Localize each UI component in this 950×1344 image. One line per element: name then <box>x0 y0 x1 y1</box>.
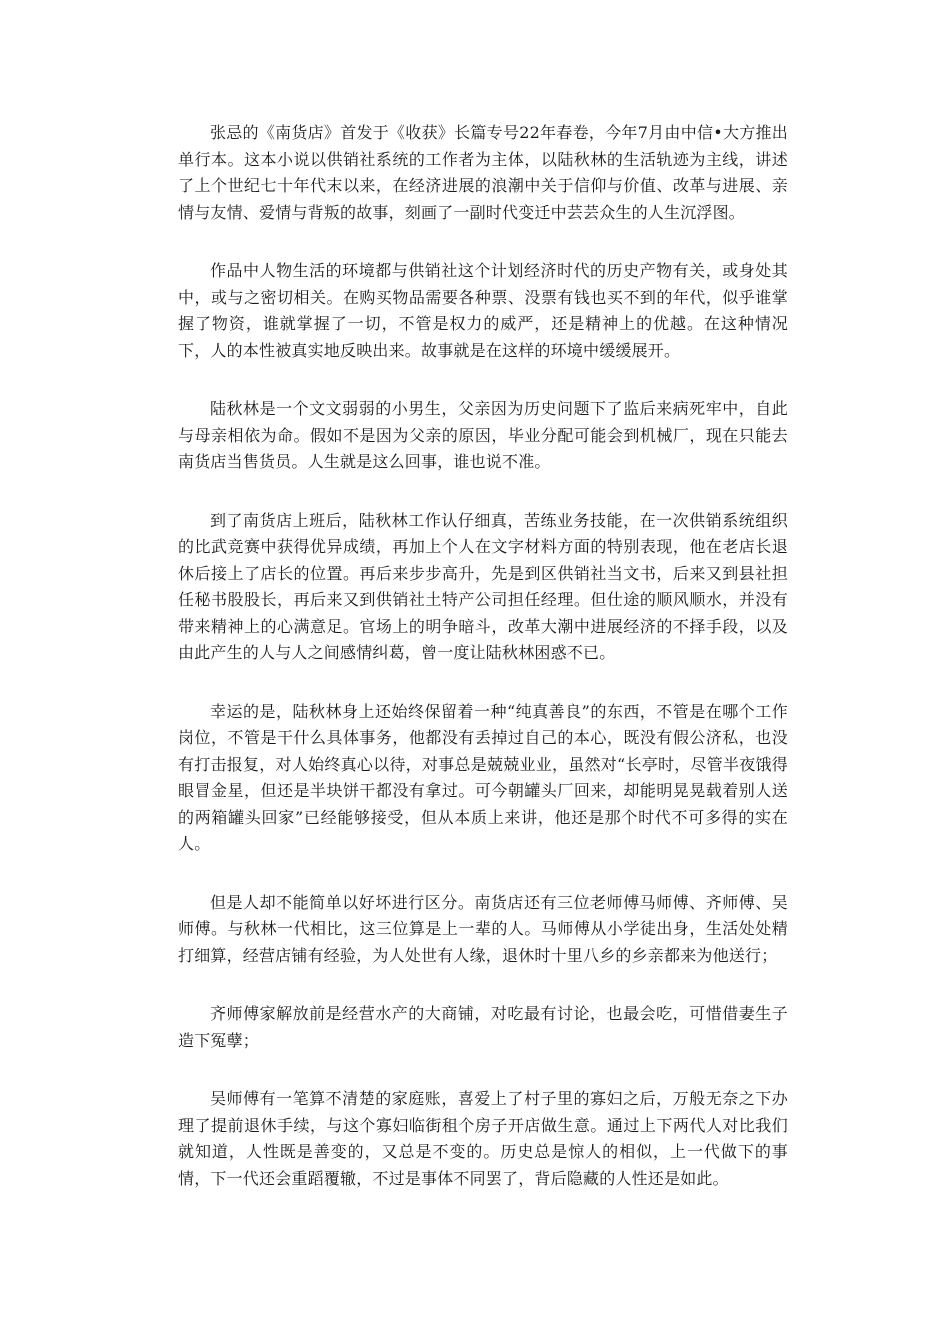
article-body <box>178 120 788 1224</box>
paragraph-4: 到了南货店上班后，陆秋林工作认仔细真，苦练业务技能，在一次供销系统组织的比武竞赛中获得优异成绩，再加上个人在文字材料方面的特别表现，他在老店长退休后接上了店长的位置。再后来步步高升，先是到区供销社当文书，后来又到县社担任秘书股股长，再后来又到供销社土特产公司担任经理。但仕途的顺风顺水，并没有带来精神上的心满意足。官场上的明争暗斗，改革大潮中进展经济的不择手段，以及由此产生的人与人之间感情纠葛，曾一度让陆秋林困惑不已。 <box>178 510 788 662</box>
paragraph-7: 齐师傅家解放前是经营水产的大商铺，对吃最有讨论，也最会吃，可惜借妻生子造下冤孽； <box>178 1004 788 1050</box>
paragraph-1: 张忌的《南货店》首发于《收获》长篇专号22年春卷，今年7月由中信•大方推出单行本。这本小说以供销社系统的工作者为主体，以陆秋林的生活轨迹为主线，讲述了上个世纪七十年代末以来，在经济进展的浪潮中关于信仰与价值、改革与进展、亲情与友情、爱情与背叛的故事，刻画了一副时代变迁中芸芸众生的人生沉浮图。 <box>178 123 788 222</box>
paragraph-5: 幸运的是，陆秋林身上还始终保留着一种“纯真善良”的东西，不管是在哪个工作岗位，不管是干什么具体事务，他都没有丢掉过自己的本心，既没有假公济私，也没有打击报复，对人始终真心以待，对事总是兢兢业业，虽然对“长亭时，尽管半夜饿得眼冒金星，但还是半块饼干都没有拿过。可今朝罐头厂回来，却能明晃晃载着别人送的两箱罐头回家”已经能够接受，但从本质上来讲，他还是那个时代不可多得的实在人。 <box>178 701 788 853</box>
paragraph-2: 作品中人物生活的环境都与供销社这个计划经济时代的历史产物有关，或身处其中，或与之密切相关。在购买物品需要各种票、没票有钱也买不到的年代，似乎谁掌握了物资，谁就掌握了一切，不管是权力的威严，还是精神上的优越。在这种情况下，人的本性被真实地反映出来。故事就是在这样的环境中缓缓展开。 <box>178 261 788 360</box>
paragraph-6: 但是人却不能简单以好坏进行区分。南货店还有三位老师傅马师傅、齐师傅、吴师傅。与秋林一代相比，这三位算是上一辈的人。马师傅从小学徒出身，生活处处精打细算，经营店铺有经验，为人处世有人缘，退休时十里八乡的乡亲都来为他送行； <box>178 892 788 965</box>
paragraph-3: 陆秋林是一个文文弱弱的小男生，父亲因为历史问题下了监后来病死牢中，自此与母亲相依为命。假如不是因为父亲的原因，毕业分配可能会到机械厂，现在只能去南货店当售货员。人生就是这么回事，谁也说不准。 <box>178 399 788 471</box>
paragraph-8: 吴师傅有一笔算不清楚的家庭账，喜爱上了村子里的寡妇之后，万般无奈之下办理了提前退休手续，与这个寡妇临街租个房子开店做生意。通过上下两代人对比我们就知道，人性既是善变的，又总是不变的。历史总是惊人的相似，上一代做下的事情，下一代还会重蹈覆辙，不过是事体不同罢了，背后隐藏的人性还是如此。 <box>178 1089 788 1188</box>
